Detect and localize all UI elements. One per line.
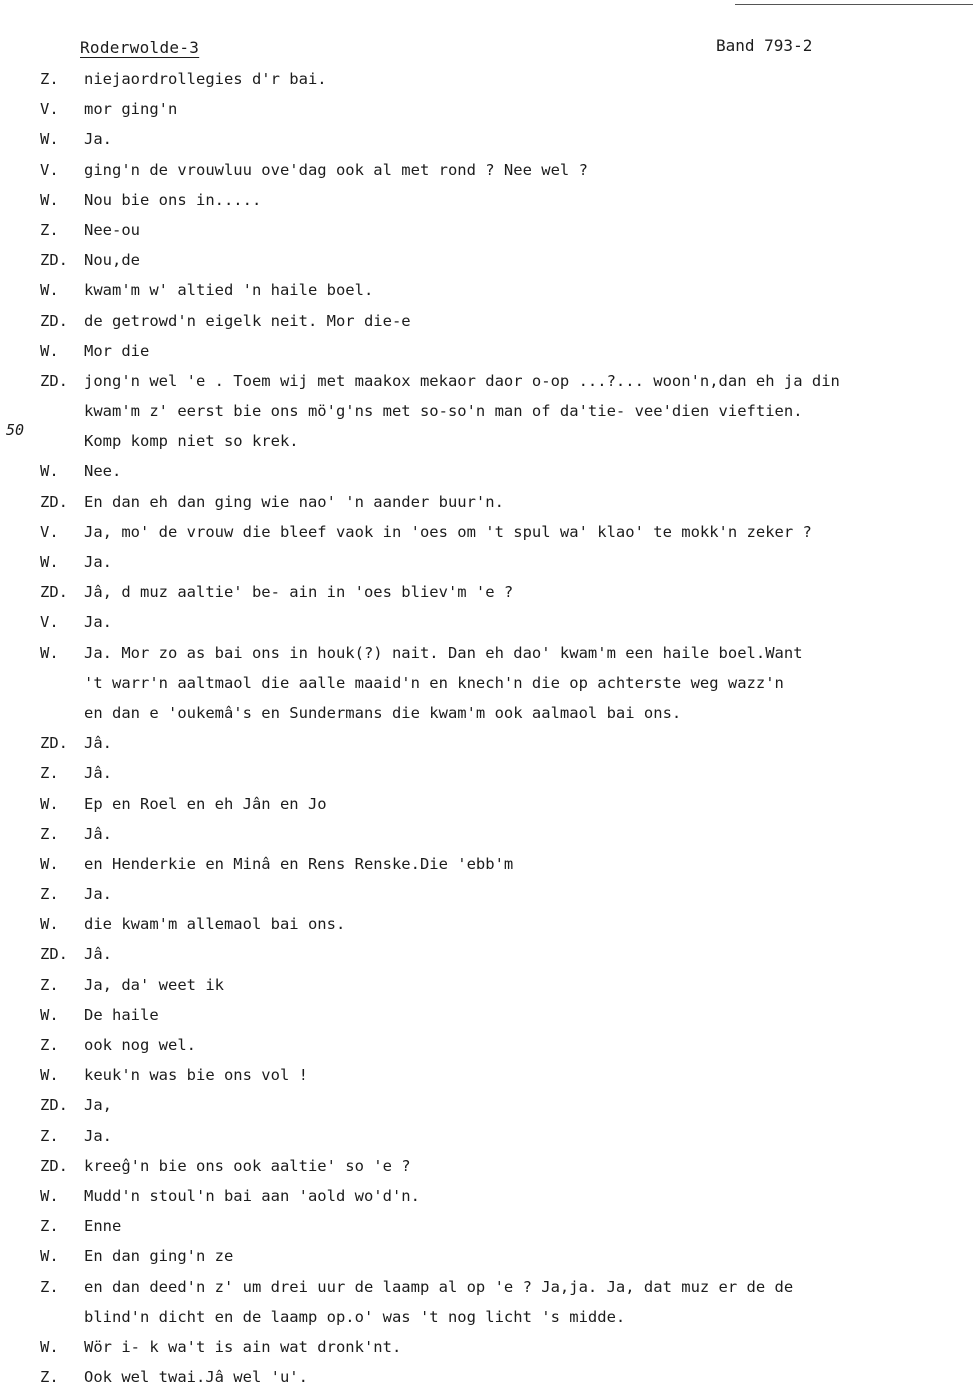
line-text: kwam'm z' eerst bie ons mö'g'ns met so-so'n man of da'tie- vee'dien vieftien. bbox=[84, 402, 803, 421]
speaker-label: W. bbox=[40, 854, 59, 873]
line-text: Wör i- k wa't is ain wat dronk'nt. bbox=[84, 1337, 402, 1356]
line-text: De haile bbox=[84, 1005, 159, 1024]
transcript-line bbox=[0, 1302, 973, 1332]
line-text: mor ging'n bbox=[84, 100, 178, 119]
speaker-label: W. bbox=[40, 915, 59, 934]
line-text: Ja. bbox=[84, 553, 112, 571]
line-text: blind'n dicht en de laamp op.o' was 't nog licht 's midde. bbox=[84, 1307, 626, 1326]
line-text: Nee. bbox=[84, 462, 122, 481]
transcript-line bbox=[0, 1332, 973, 1362]
speaker-label: W. bbox=[40, 794, 59, 813]
line-text: Ja, bbox=[84, 1096, 112, 1115]
line-text: ging'n de vrouwluu ove'dag ook al met rond ? Nee wel ? bbox=[84, 160, 588, 179]
line-text: en Henderkie en Minâ en Rens Renske.Die 'ebb'm bbox=[84, 854, 514, 873]
speaker-label: W. bbox=[40, 1247, 59, 1266]
speaker-label: ZD. bbox=[40, 734, 68, 753]
speaker-label: W. bbox=[40, 130, 59, 149]
line-text: jong'n wel 'e . Toem wij met maakox mekaor daor o-op ...?... woon'n,dan eh ja din bbox=[84, 371, 840, 390]
speaker-label: W. bbox=[40, 1066, 59, 1085]
document-title: Roderwolde-3 bbox=[80, 38, 200, 57]
transcript-line bbox=[0, 939, 973, 969]
speaker-label: Z. bbox=[40, 764, 59, 783]
transcript-line bbox=[0, 366, 973, 396]
line-text: En dan eh dan ging wie nao' 'n aander buur'n. bbox=[84, 492, 504, 511]
transcript-line bbox=[0, 456, 973, 486]
speaker-label: V. bbox=[40, 522, 59, 541]
speaker-label: Z. bbox=[40, 824, 59, 843]
line-text: Ja, da' weet ik bbox=[84, 975, 224, 994]
speaker-label: ZD. bbox=[40, 492, 68, 511]
transcript-line bbox=[0, 336, 973, 366]
line-text: kreeĝ'n bie ons ook aaltie' so 'e ? bbox=[84, 1156, 411, 1175]
line-text: Ep en Roel en eh Jân en Jo bbox=[84, 794, 327, 813]
speaker-label: W. bbox=[40, 1337, 59, 1356]
transcript-line bbox=[0, 1121, 973, 1151]
line-text: die kwam'm allemaol bai ons. bbox=[84, 915, 346, 934]
transcript-line bbox=[0, 1030, 973, 1060]
transcript-line bbox=[0, 698, 973, 728]
transcript-line bbox=[0, 215, 973, 245]
speaker-label: Z. bbox=[40, 220, 59, 239]
speaker-label: Z. bbox=[40, 1277, 59, 1296]
line-text: Nee-ou bbox=[84, 220, 140, 239]
line-text: Jâ. bbox=[84, 945, 112, 964]
line-text: Jâ. bbox=[84, 764, 112, 783]
line-text: ook nog wel. bbox=[84, 1036, 196, 1054]
margin-note: 50 bbox=[6, 421, 25, 439]
line-text: de getrowd'n eigelk neit. Mor die-e bbox=[84, 311, 411, 330]
line-text: Ja. bbox=[84, 885, 112, 904]
speaker-label: W. bbox=[40, 281, 59, 300]
line-text: Jâ. bbox=[84, 734, 112, 753]
speaker-label: V. bbox=[40, 160, 59, 179]
transcript bbox=[0, 64, 973, 1392]
speaker-label: ZD. bbox=[40, 1096, 68, 1115]
line-text: Ja. Mor zo as bai ons in houk(?) nait. Dan eh dao' kwam'm een haile boel.Want bbox=[84, 643, 803, 662]
speaker-label: W. bbox=[40, 190, 59, 209]
speaker-label: ZD. bbox=[40, 371, 68, 390]
band-number: Band 793-2 bbox=[716, 36, 813, 55]
speaker-label: W. bbox=[40, 1005, 59, 1024]
speaker-label: ZD. bbox=[40, 251, 68, 270]
line-text: Komp komp niet so krek. bbox=[84, 432, 299, 451]
transcript-line bbox=[0, 819, 973, 849]
speaker-label: W. bbox=[40, 462, 59, 481]
transcript-line bbox=[0, 1241, 973, 1271]
speaker-label: Z. bbox=[40, 1036, 59, 1054]
transcript-line bbox=[0, 94, 973, 124]
line-text: Nou bie ons in..... bbox=[84, 190, 262, 209]
transcript-line bbox=[0, 849, 973, 879]
line-text: Nou,de bbox=[84, 251, 140, 270]
speaker-label: ZD. bbox=[40, 311, 68, 330]
top-edge-rule bbox=[735, 4, 973, 5]
transcript-line bbox=[0, 155, 973, 185]
line-text: Mor die bbox=[84, 341, 150, 360]
transcript-line bbox=[0, 1000, 973, 1030]
speaker-label: Z. bbox=[40, 1126, 59, 1145]
line-text: kwam'm w' altied 'n haile boel. bbox=[84, 281, 374, 300]
speaker-label: ZD. bbox=[40, 583, 68, 602]
line-text: en dan e 'oukemâ's en Sundermans die kwam'm ook aalmaol bai ons. bbox=[84, 703, 682, 722]
transcript-line bbox=[0, 124, 973, 154]
transcript-line bbox=[0, 1211, 973, 1241]
transcript-line bbox=[0, 728, 973, 758]
speaker-label: ZD. bbox=[40, 1156, 68, 1175]
speaker-label: W. bbox=[40, 553, 59, 571]
line-text: Mudd'n stoul'n bai aan 'aold wo'd'n. bbox=[84, 1186, 420, 1205]
transcript-line bbox=[0, 758, 973, 788]
transcript-line bbox=[0, 607, 973, 637]
transcript-line bbox=[0, 1090, 973, 1120]
line-text: Ja. bbox=[84, 1126, 112, 1145]
line-text: Ja. bbox=[84, 613, 112, 632]
speaker-label: W. bbox=[40, 1186, 59, 1205]
speaker-label: W. bbox=[40, 643, 59, 662]
speaker-label: V. bbox=[40, 613, 59, 632]
speaker-label: V. bbox=[40, 100, 59, 119]
transcript-line bbox=[0, 396, 973, 426]
line-text: Jâ, d muz aaltie' be- ain in 'oes bliev'm 'e ? bbox=[84, 583, 514, 602]
line-text: en dan deed'n z' um drei uur de laamp al op 'e ? Ja,ja. Ja, dat muz er de de bbox=[84, 1277, 794, 1296]
transcript-line bbox=[0, 1272, 973, 1302]
transcript-line bbox=[0, 970, 973, 1000]
transcript-line bbox=[0, 1151, 973, 1181]
transcript-line bbox=[0, 487, 973, 517]
transcript-line bbox=[0, 879, 973, 909]
speaker-label: Z. bbox=[40, 975, 59, 994]
line-text: Ja. bbox=[84, 130, 112, 149]
transcript-line bbox=[0, 426, 973, 456]
speaker-label: Z. bbox=[40, 885, 59, 904]
line-text: niejaordrollegies d'r bai. bbox=[84, 70, 327, 88]
line-text: Ook wel twai.Jâ wel 'u'. bbox=[84, 1368, 308, 1387]
transcript-line bbox=[0, 638, 973, 668]
line-text: 't warr'n aaltmaol die aalle maaid'n en knech'n die op achterste weg wazz'n bbox=[84, 673, 784, 692]
transcript-line bbox=[0, 517, 973, 547]
transcript-line bbox=[0, 909, 973, 939]
transcript-line bbox=[0, 185, 973, 215]
transcript-line bbox=[0, 547, 973, 577]
speaker-label: Z. bbox=[40, 70, 59, 88]
speaker-label: W. bbox=[40, 341, 59, 360]
line-text: keuk'n was bie ons vol ! bbox=[84, 1066, 308, 1085]
transcript-line bbox=[0, 64, 973, 94]
transcript-line bbox=[0, 245, 973, 275]
transcript-line bbox=[0, 789, 973, 819]
line-text: Ja, mo' de vrouw die bleef vaok in 'oes om 't spul wa' klao' te mokk'n zeker ? bbox=[84, 522, 812, 541]
line-text: En dan ging'n ze bbox=[84, 1247, 234, 1266]
transcript-line bbox=[0, 1060, 973, 1090]
line-text: Enne bbox=[84, 1217, 122, 1236]
transcript-line bbox=[0, 1362, 973, 1392]
transcript-line bbox=[0, 306, 973, 336]
line-text: Jâ. bbox=[84, 824, 112, 843]
speaker-label: Z. bbox=[40, 1368, 59, 1387]
transcript-line bbox=[0, 275, 973, 305]
speaker-label: Z. bbox=[40, 1217, 59, 1236]
speaker-label: ZD. bbox=[40, 945, 68, 964]
transcript-line bbox=[0, 1181, 973, 1211]
transcript-line bbox=[0, 577, 973, 607]
transcript-line bbox=[0, 668, 973, 698]
